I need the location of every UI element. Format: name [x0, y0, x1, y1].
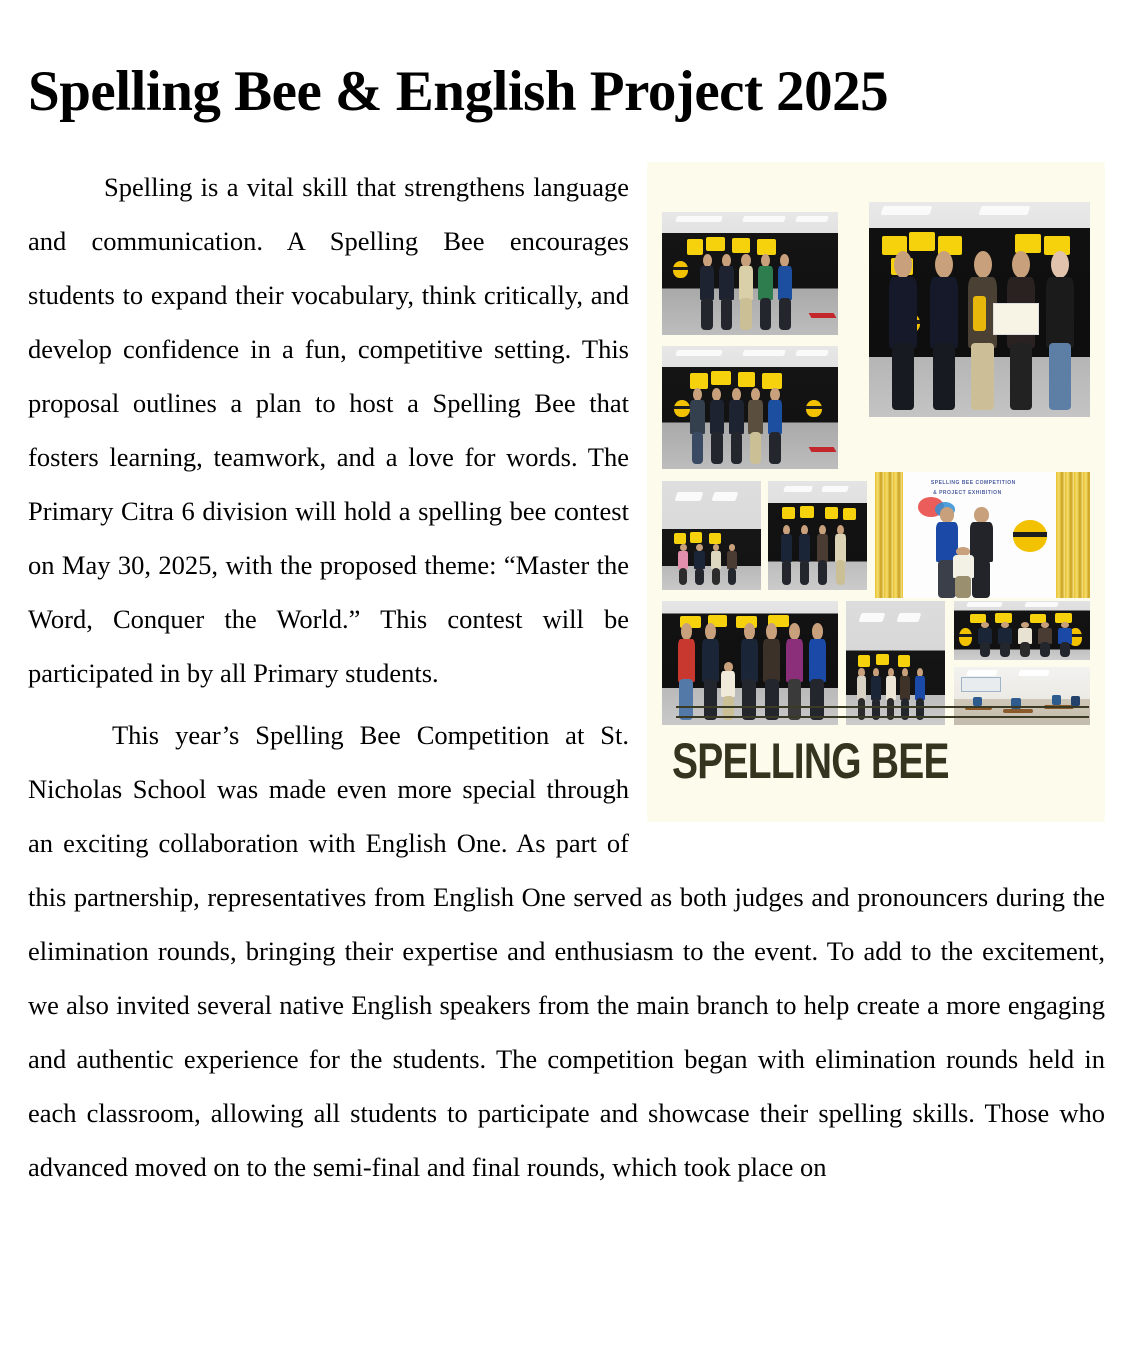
photo-students-certificates	[662, 481, 760, 589]
photo-judges-certificates	[768, 481, 866, 589]
photo-collage	[647, 162, 1105, 822]
collage-caption: SPELLING BEE	[671, 733, 949, 789]
photo-winner-trophy	[869, 202, 1090, 417]
collage-photo-grid	[647, 162, 1105, 822]
paragraph-intro: Spelling is a vital skill that strengthens language and communication. A Spelling Bee encourages students to expand their vocabulary, think critically, and develop confidence in a fun, competitive setting. This proposal outlines a plan to host a Spelling Bee that fosters learning, teamwork, and a love for words. The Primary Citra 6 division will hold a spelling bee contest on May 30, 2025, with the proposed theme: “Master the Word, Conquer the World.” This contest will be participated in by all Primary students.	[28, 172, 629, 688]
paragraph-competition: This year’s Spelling Bee Competition at St. Nicholas School was made even more special through an exciting collaboration with English One. As part of this partnership, representatives from English One served as both judges and pronouncers during the elimination rounds, bringing their expertise and enthusiasm to the event. To add to the excitement, we also invited several native English speakers from the main branch to help create a more engaging and authentic experience for the students. The competition began with elimination rounds held in each classroom, allowing all students to participate and showcase their spelling skills. Those who advanced moved on to the semi-final and final rounds, which took place on	[28, 720, 1105, 1182]
photo-award-row	[954, 601, 1090, 660]
photo-group-stage-2	[662, 346, 838, 469]
document-body	[28, 160, 1105, 1194]
page-title: Spelling Bee & English Project 2025	[28, 60, 889, 124]
photo-exhibition-backdrop: SPELLING BEE COMPETITION & PROJECT EXHIBITION	[875, 472, 1090, 597]
photo-group-stage-1	[662, 212, 838, 335]
caption-divider-rules	[676, 706, 1088, 718]
